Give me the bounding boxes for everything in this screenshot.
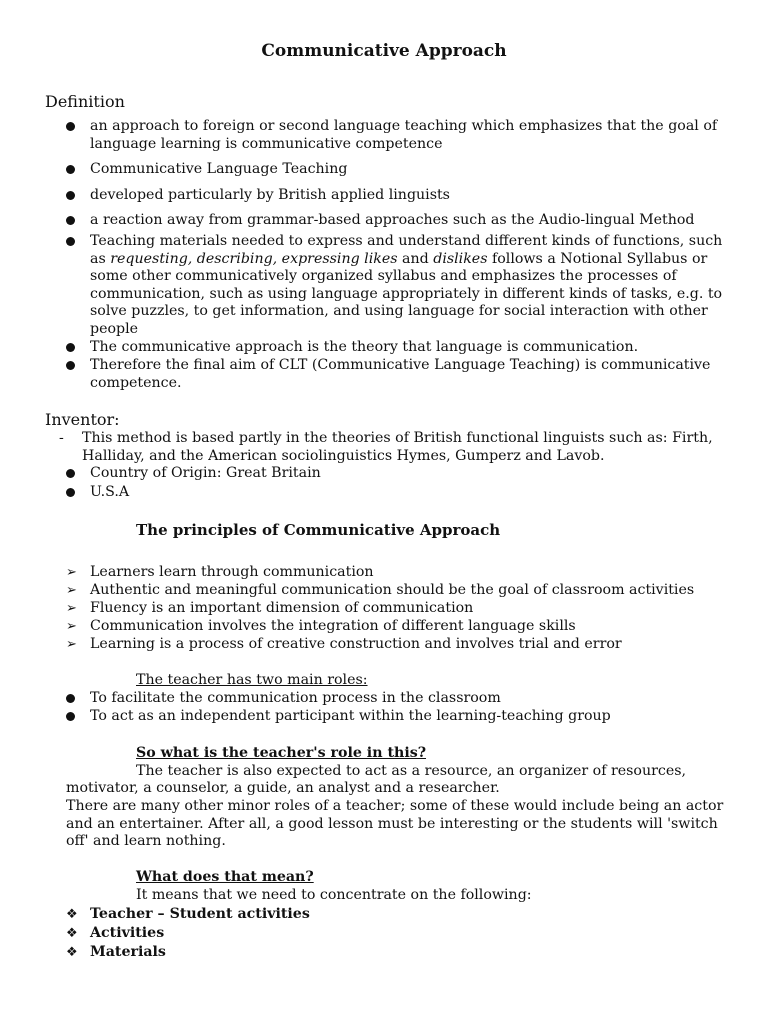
definition-item-6: The communicative approach is the theory that language is communication. [90,339,639,355]
arrow-bullet-icon: ➢ [66,619,77,634]
item5-text-pre: Teaching materials needed to express and understand different kinds of functions, such as [90,233,723,267]
inventor-item-1: Country of Origin: Great Britain [90,465,321,481]
bullet-icon [66,187,80,206]
definition-item-1: an approach to foreign or second language teaching which emphasizes that the goal of language learning is communicative competence [90,118,718,152]
teacher-role-para2: There are many other minor roles of a teacher; some of these would include being an actor and an entertainer. After all, a good lesson must be interesting or the students will 'switch off' and learn nothing. [66,798,724,850]
diamond-bullet-icon: ❖ [66,945,78,960]
teacher-role-para1-line1: The teacher is also expected to act as a resource, an organizer of resources, [136,763,687,779]
meaning-heading: What does that mean? [136,869,314,885]
bullet-icon [66,118,80,137]
principles-heading: The principles of Communicative Approach [136,521,501,539]
diamond-bullet-icon: ❖ [66,926,78,941]
principle-item-4: Communication involves the integration of different language skills [90,618,576,634]
bullet-icon [66,357,80,376]
bullet-icon [66,690,80,709]
definition-item-7: Therefore the final aim of CLT (Communicative Language Teaching) is communicative competence. [90,357,711,391]
teacher-role-para1-line2: motivator, a counselor, a guide, an analyst and a researcher. [66,780,500,796]
principle-item-5: Learning is a process of creative construction and involves trial and error [90,636,622,652]
item5-italic-functions: requesting, describing, expressing likes [110,250,398,267]
principle-item-3: Fluency is an important dimension of communication [90,600,474,616]
item5-text-post: follows a Notional Syllabus or some other communicatively organized syllabus and emphasizes the processes of communication, such as using language appropriately in different kinds of tasks, e.g. to solve puzzles, to get information, and using language for social interaction with other people [90,250,723,337]
meaning-intro: It means that we need to concentrate on the following: [136,887,532,903]
arrow-bullet-icon: ➢ [66,565,77,580]
arrow-bullet-icon: ➢ [66,601,77,616]
bullet-icon [66,161,80,180]
arrow-bullet-icon: ➢ [66,637,77,652]
bullet-icon [66,465,80,484]
dash-icon: - [59,430,64,446]
diamond-bullet-icon: ❖ [66,907,78,922]
bullet-icon [66,339,80,358]
teacher-role-question-heading: So what is the teacher's role in this? [136,745,427,761]
definition-heading: Definition [45,92,125,111]
definition-item-2: Communicative Language Teaching [90,161,348,177]
bullet-icon [66,233,80,252]
teacher-role-item-1: To facilitate the communication process in the classroom [90,690,501,706]
bullet-icon [66,484,80,503]
teacher-role-item-2: To act as an independent participant within the learning-teaching group [90,708,611,724]
meaning-item-1: Teacher – Student activities [90,906,310,922]
principle-item-1: Learners learn through communication [90,564,374,580]
definition-item-5 [90,233,730,339]
arrow-bullet-icon: ➢ [66,583,77,598]
page-title: Communicative Approach [261,41,507,61]
meaning-item-3: Materials [90,944,166,960]
definition-item-3: developed particularly by British applied linguists [90,187,450,203]
inventor-heading: Inventor: [45,410,120,429]
principle-item-2: Authentic and meaningful communication should be the goal of classroom activities [90,582,695,598]
item5-text-and: and [397,250,434,267]
definition-item-4: a reaction away from grammar-based approaches such as the Audio-lingual Method [90,212,695,228]
bullet-icon [66,212,80,231]
inventor-item-2: U.S.A [90,484,130,500]
inventor-dash-item: This method is based partly in the theories of British functional linguists such as: Firth, Halliday, and the American sociolinguistics Hymes, Gumperz and Lavob. [82,430,713,464]
bullet-icon [66,708,80,727]
item5-italic-dislikes: dislikes [433,250,488,267]
meaning-item-2: Activities [90,925,165,941]
teacher-roles-heading: The teacher has two main roles: [136,672,368,688]
